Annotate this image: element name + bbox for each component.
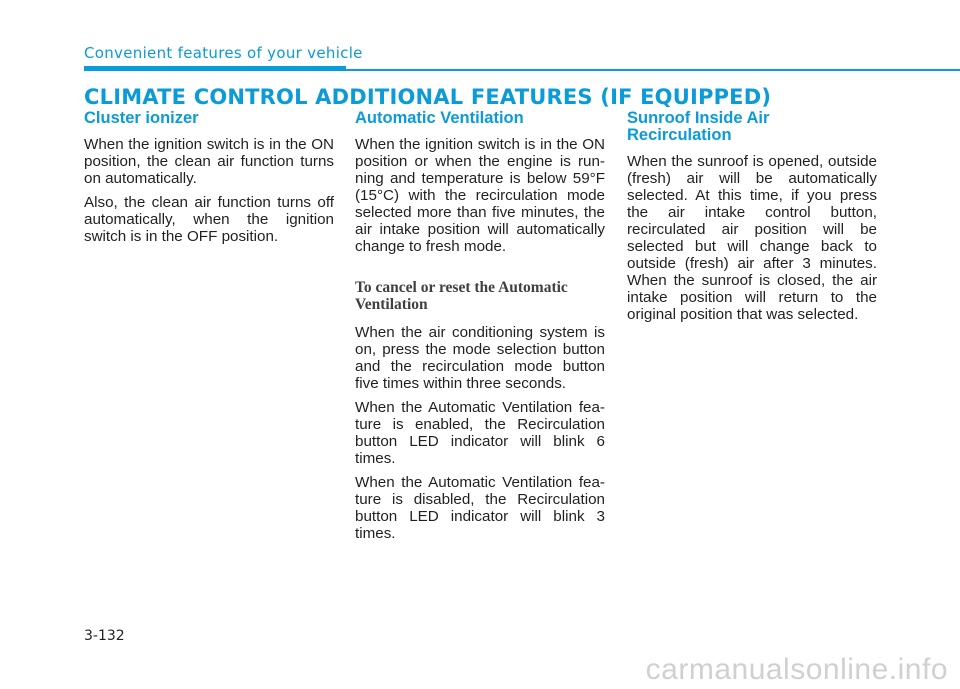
paragraph: When the Automatic Ventilation fea-ture is disabled, the Recirculation button LED indicator will blink 3 times. xyxy=(355,474,605,542)
section-title: CLIMATE CONTROL ADDITIONAL FEATURES (IF EQUIPPED) xyxy=(84,85,772,109)
watermark: carmanualsonline.info xyxy=(645,653,948,686)
header-rule xyxy=(346,69,960,71)
heading-cluster-ionizer: Cluster ionizer xyxy=(84,109,199,127)
column-cluster-ionizer xyxy=(84,110,334,252)
page-number: 3-132 xyxy=(84,628,125,644)
paragraph: When the Automatic Ventilation fea-ture is enabled, the Recirculation button LED indicator will blink 6 times. xyxy=(355,399,605,467)
column-sunroof-recirculation xyxy=(627,110,877,330)
paragraph: When the sunroof is opened, outside (fresh) air will be automatically selected. At this time, if you press the air intake control button, recirculated air position will be selected but will change back to outside (fresh) air after 3 minutes. When the sunroof is closed, the air intake position will return to the original position that was selected. xyxy=(627,153,877,323)
subheading-cancel-reset: To cancel or reset the Automatic Ventilation xyxy=(355,279,568,313)
header-accent-bar xyxy=(84,66,346,71)
heading-automatic-ventilation: Automatic Ventilation xyxy=(355,109,524,127)
paragraph: When the air conditioning system is on, press the mode selection button and the recirculation mode button five times within three seconds. xyxy=(355,324,605,392)
heading-sunroof-recirculation: Sunroof Inside Air Recirculation xyxy=(627,109,770,144)
paragraph: Also, the clean air function turns off automatically, when the ignition switch is in the OFF position. xyxy=(84,194,334,245)
paragraph: When the ignition switch is in the ON position, the clean air function turns on automatically. xyxy=(84,136,334,187)
paragraph: When the ignition switch is in the ON position or when the engine is run-ning and temperature is below 59°F (15°C) with the recirculation mode selected more than five minutes, the air intake position will automatically change to fresh mode. xyxy=(355,136,605,255)
chapter-label: Convenient features of your vehicle xyxy=(84,44,363,62)
column-automatic-ventilation xyxy=(355,110,605,549)
